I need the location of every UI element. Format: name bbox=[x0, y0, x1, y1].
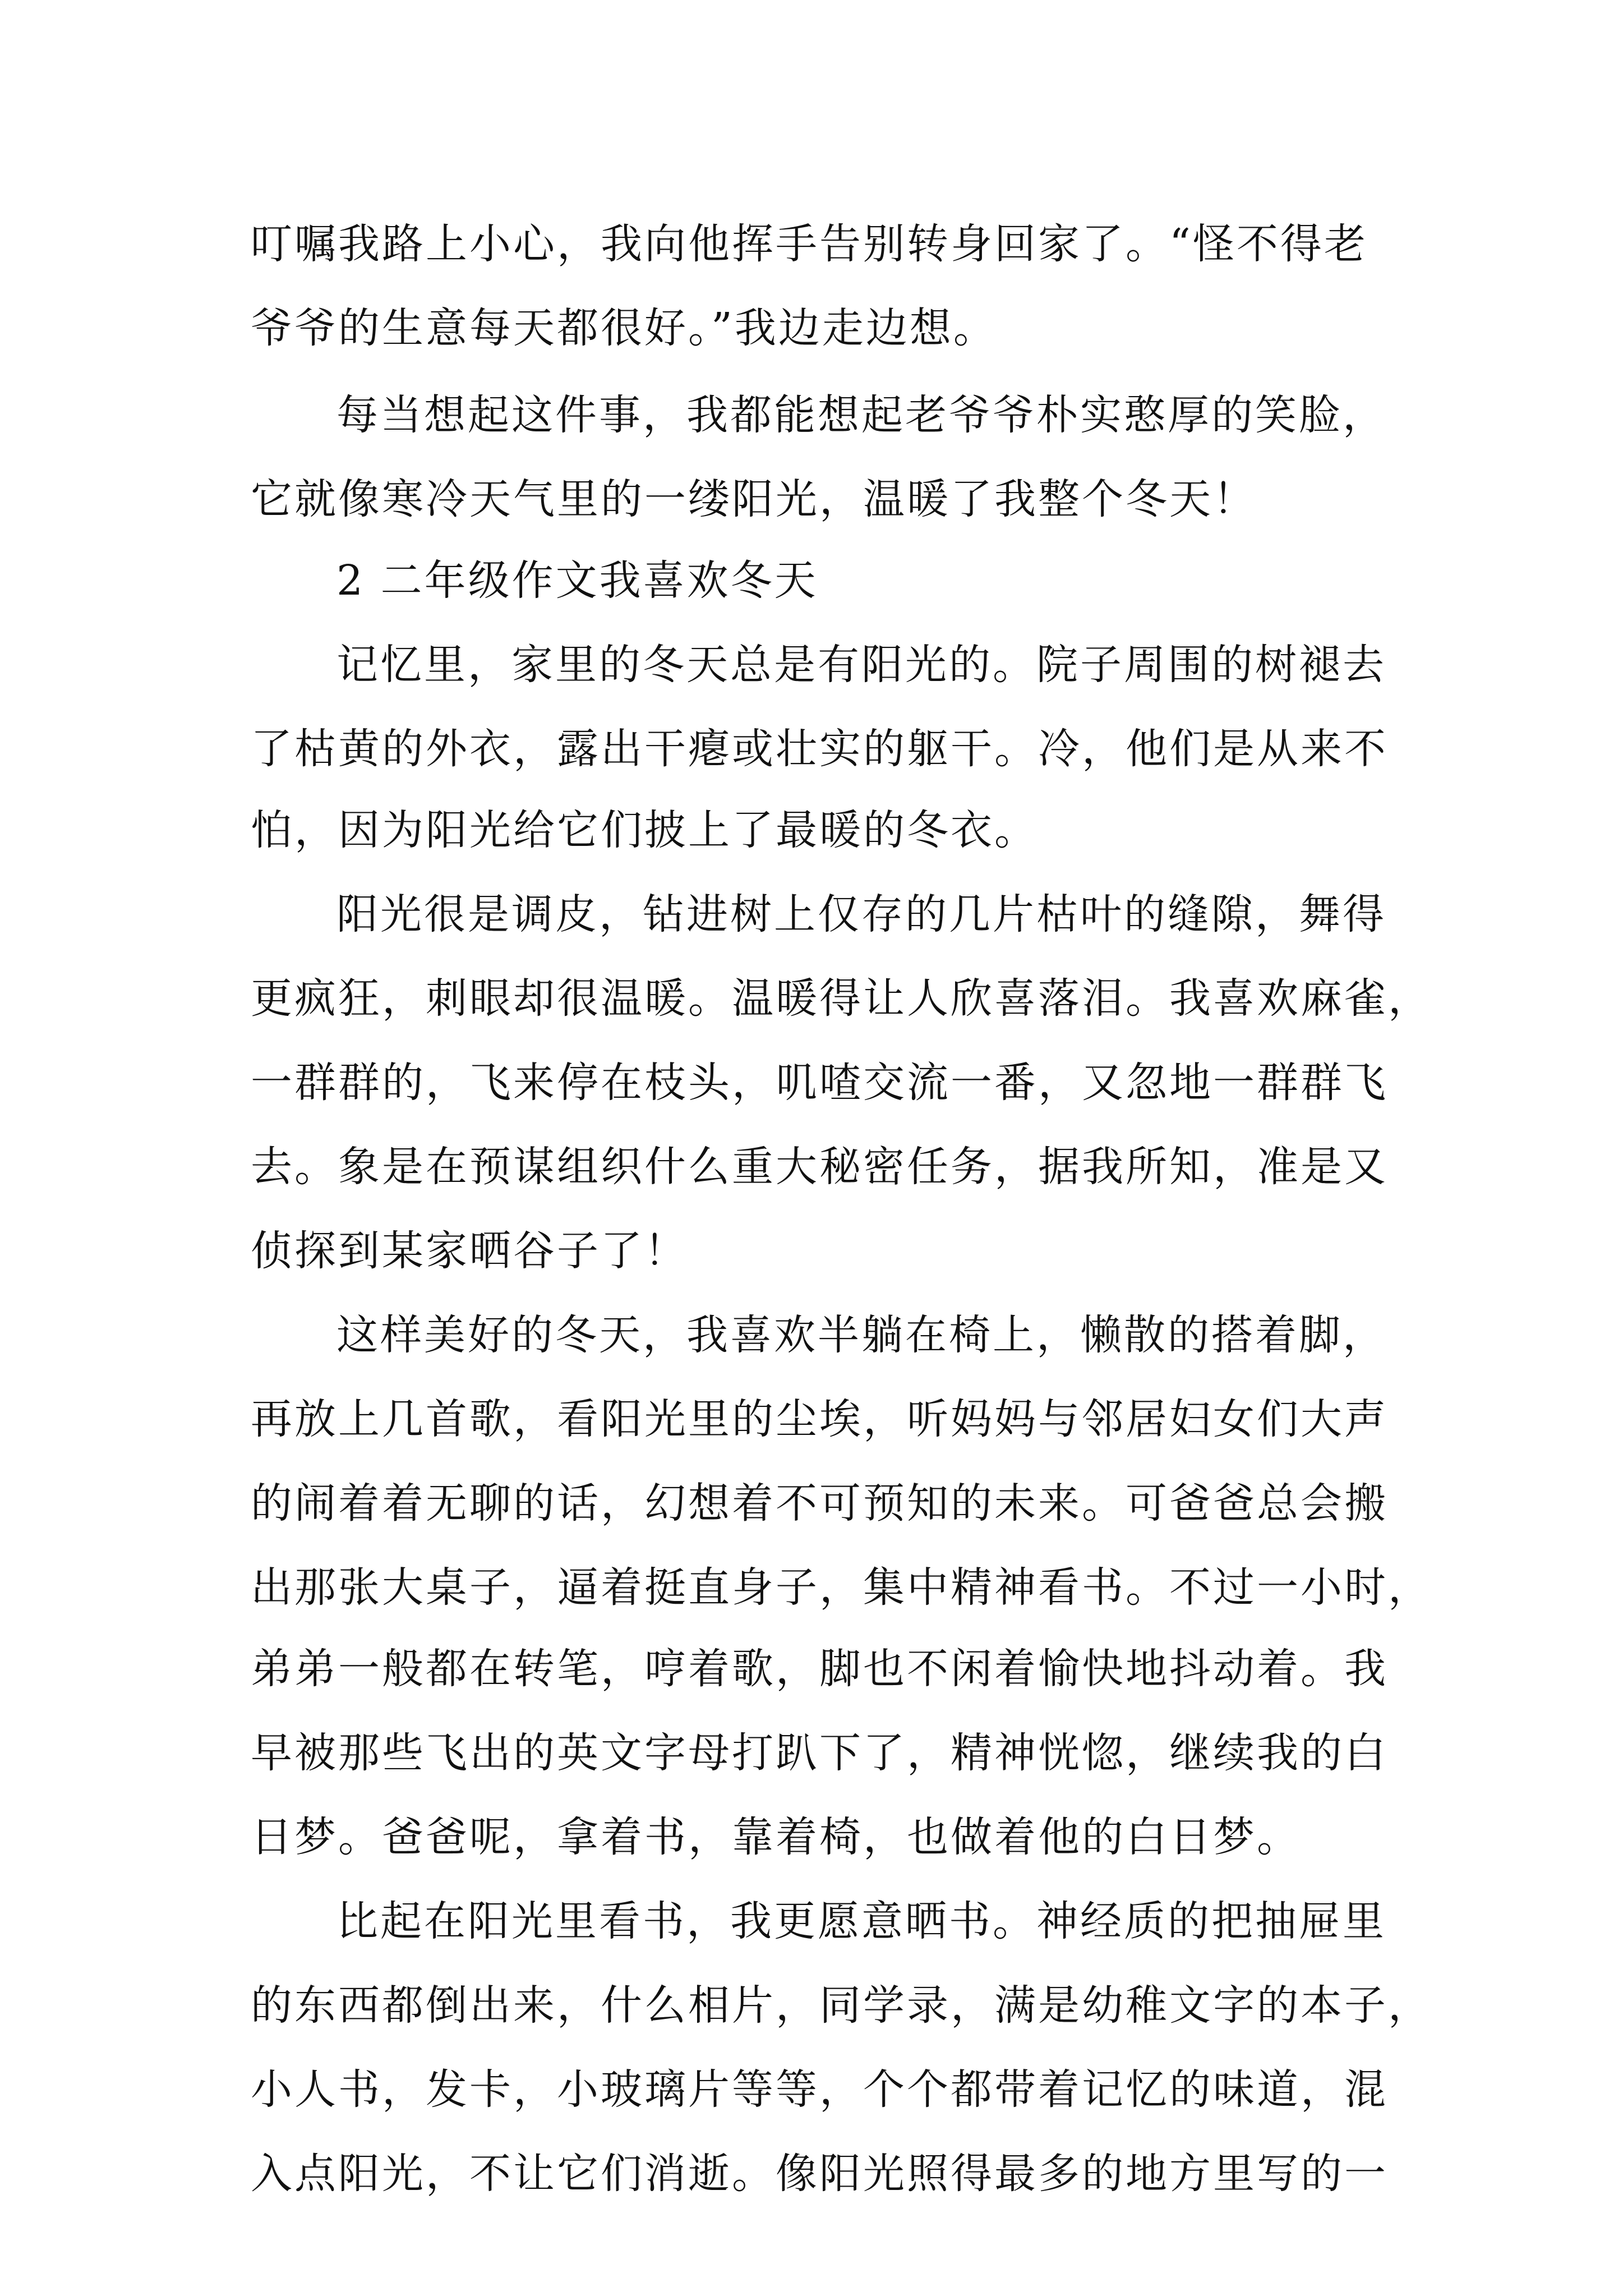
text-line: 比起在阳光里看书，我更愿意晒书。神经质的把抽屉里 bbox=[336, 1897, 1386, 1945]
text-line: 的闹着着无聊的话，幻想着不可预知的未来。可爸爸总会搬 bbox=[251, 1479, 1388, 1527]
text-line: 更疯狂，刺眼却很温暖。温暖得让人欣喜落泪。我喜欢麻雀， bbox=[251, 974, 1432, 1023]
text-line: 弟弟一般都在转笔，哼着歌，脚也不闲着愉快地抖动着。我 bbox=[251, 1645, 1388, 1693]
text-line: 这样美好的冬天，我喜欢半躺在椅上，懒散的搭着脚， bbox=[336, 1311, 1386, 1359]
text-line: 叮嘱我路上小心，我向他挥手告别转身回家了。“怪不得老 bbox=[251, 220, 1368, 268]
text-line: 阳光很是调皮，钻进树上仅存的几片枯叶的缝隙，舞得 bbox=[336, 890, 1386, 938]
text-line: 早被那些飞出的英文字母打趴下了，精神恍惚，继续我的白 bbox=[251, 1729, 1388, 1777]
text-line: 每当想起这件事，我都能想起老爷爷朴实憨厚的笑脸， bbox=[336, 391, 1386, 439]
text-line: 侦探到某家晒谷子了！ bbox=[251, 1227, 688, 1275]
text-line: 入点阳光，不让它们消逝。像阳光照得最多的地方里写的一 bbox=[251, 2150, 1388, 2198]
text-line: 小人书，发卡，小玻璃片等等，个个都带着记忆的味道，混 bbox=[251, 2065, 1388, 2114]
text-line: 一群群的，飞来停在枝头，叽喳交流一番，又忽地一群群飞 bbox=[251, 1059, 1388, 1107]
text-line: 出那张大桌子，逼着挺直身子，集中精神看书。不过一小时， bbox=[251, 1563, 1432, 1612]
text-line: 怕，因为阳光给它们披上了最暖的冬衣。 bbox=[251, 806, 1038, 854]
text-line: 日梦。爸爸呢，拿着书，靠着椅，也做着他的白日梦。 bbox=[251, 1813, 1301, 1861]
text-line: 记忆里，家里的冬天总是有阳光的。院子周围的树褪去 bbox=[336, 641, 1386, 689]
text-line: 它就像寒冷天气里的一缕阳光，温暖了我整个冬天！ bbox=[251, 475, 1257, 523]
text-line: 了枯黄的外衣，露出干瘪或壮实的躯干。冷，他们是从来不 bbox=[251, 725, 1388, 773]
text-line: 再放上几首歌，看阳光里的尘埃，听妈妈与邻居妇女们大声 bbox=[251, 1395, 1388, 1443]
text-line: 爷爷的生意每天都很好。”我边走边想。 bbox=[251, 304, 997, 352]
text-line: 去。象是在预谋组织什么重大秘密任务，据我所知，准是又 bbox=[251, 1143, 1388, 1191]
text-line: 的东西都倒出来，什么相片，同学录，满是幼稚文字的本子， bbox=[251, 1981, 1432, 2030]
section-heading: 2 二年级作文我喜欢冬天 bbox=[336, 556, 818, 605]
